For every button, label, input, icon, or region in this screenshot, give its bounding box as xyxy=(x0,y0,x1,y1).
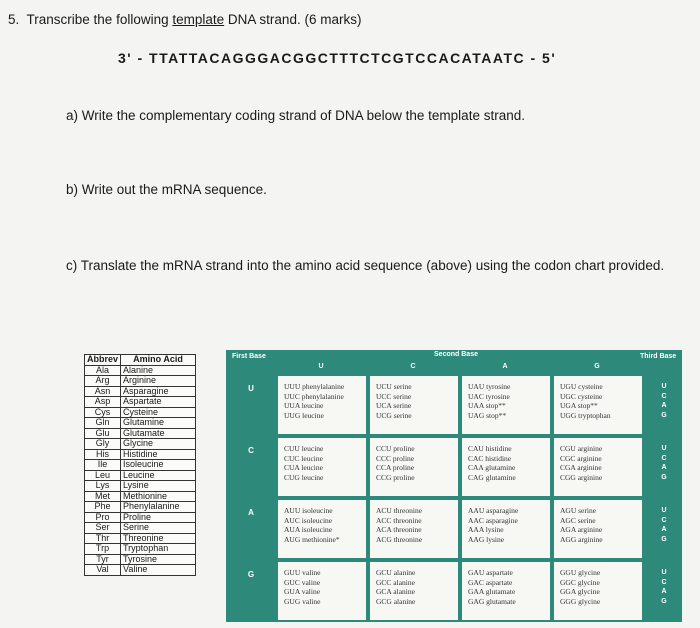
codon-entry: AGU serine xyxy=(560,506,597,515)
abbrev-row xyxy=(85,523,196,534)
codon-entry: CGU arginine xyxy=(560,444,603,453)
abbrev-row xyxy=(85,365,196,376)
codon-cell xyxy=(278,438,366,496)
third-base-letter: G xyxy=(661,535,667,543)
codon-entry: GCU alanine xyxy=(376,568,416,577)
question-text-before: Transcribe the following xyxy=(26,12,169,27)
codon-entry: CCA proline xyxy=(376,463,415,472)
part-c: c) Translate the mRNA strand into the amino acid sequence (above) using the codon chart provided. xyxy=(66,258,665,273)
codon-entry: AGC serine xyxy=(560,515,596,525)
abbrev-row xyxy=(85,439,196,450)
codon-entry: UCU serine xyxy=(376,382,412,391)
amino-acid-cell: Tryptophan xyxy=(121,544,196,555)
codon-cell xyxy=(370,500,458,558)
amino-acid-cell: Arginine xyxy=(121,376,196,387)
third-base-letter: A xyxy=(661,464,667,471)
abbrev-cell: Ala xyxy=(85,365,121,376)
second-base-letter: U xyxy=(318,363,324,370)
amino-acid-cell: Valine xyxy=(121,565,196,576)
codon-entry: CAG glutamine xyxy=(468,472,516,482)
abbrev-row xyxy=(85,481,196,492)
codon-entry: GAG glutamate xyxy=(468,596,516,606)
abbrev-table-header xyxy=(85,355,196,366)
abbrev-cell: Glu xyxy=(85,428,121,439)
first-base-letter: U xyxy=(248,384,254,393)
third-base-label: Third Base xyxy=(640,353,677,360)
third-base-letters xyxy=(646,568,682,606)
abbrev-cell: Gly xyxy=(85,439,121,450)
codon-entry: UGC cysteine xyxy=(560,391,603,401)
question-text-underlined: template xyxy=(172,12,225,27)
codon-cell xyxy=(462,500,550,558)
abbrev-cell: Tyr xyxy=(85,554,121,565)
codon-cell xyxy=(554,562,642,620)
amino-acid-abbreviation-table xyxy=(84,354,196,576)
third-base-letter: A xyxy=(661,402,667,409)
third-base-letter: U xyxy=(661,445,667,452)
codon-entry: ACC threonine xyxy=(376,515,422,525)
amino-acid-cell: Isoleucine xyxy=(121,460,196,471)
codon-entry: UAA stop** xyxy=(468,401,506,410)
codon-cell xyxy=(278,376,366,434)
abbrev-row xyxy=(85,386,196,397)
amino-acid-cell: Serine xyxy=(121,523,196,534)
codon-entry: UCC serine xyxy=(376,391,412,401)
third-base-letter: C xyxy=(661,454,667,462)
first-base-letter: C xyxy=(248,446,254,455)
codon-entry: UUU phenylalanine xyxy=(284,382,345,391)
codon-cell xyxy=(462,562,550,620)
abbrev-cell: Asp xyxy=(85,397,121,408)
codon-entry: CCG proline xyxy=(376,472,415,482)
codon-entry: CUG leucine xyxy=(284,472,324,482)
codon-entry: CAC histidine xyxy=(468,453,512,463)
abbrev-row xyxy=(85,502,196,513)
codon-entry: AAA lysine xyxy=(468,525,504,534)
codon-entry: GGU glycine xyxy=(560,568,601,577)
part-b: b) Write out the mRNA sequence. xyxy=(66,182,267,197)
amino-acid-header: Amino Acid xyxy=(121,355,196,366)
codon-cell xyxy=(278,500,366,558)
abbrev-row xyxy=(85,460,196,471)
third-base-letter: C xyxy=(661,578,667,586)
abbrev-row xyxy=(85,533,196,544)
codon-cell xyxy=(554,438,642,496)
codon-entry: CUA leucine xyxy=(284,463,323,472)
codon-entry: GUU valine xyxy=(284,568,321,577)
codon-entry: AAC asparagine xyxy=(468,515,518,525)
codon-entry: AUG methionine* xyxy=(284,534,340,544)
third-base-letters xyxy=(646,382,682,420)
amino-acid-cell: Aspartate xyxy=(121,397,196,408)
codon-entry: CAU histidine xyxy=(468,444,512,453)
codon-entry: UCG serine xyxy=(376,410,412,420)
abbrev-row xyxy=(85,470,196,481)
codon-entry: UAC tyrosine xyxy=(468,391,510,401)
abbrev-row xyxy=(85,376,196,387)
codon-entry: UAG stop** xyxy=(468,410,507,420)
abbrev-row xyxy=(85,407,196,418)
codon-entry: UCA serine xyxy=(376,401,412,410)
codon-entry: GCC alanine xyxy=(376,577,415,587)
codon-entry: UAU tyrosine xyxy=(468,382,511,391)
first-base-letter: A xyxy=(248,508,254,517)
codon-entry: UUG leucine xyxy=(284,410,324,420)
codon-entry: CUU leucine xyxy=(284,444,324,453)
codon-entry: UGA stop** xyxy=(560,401,598,410)
codon-cell xyxy=(370,376,458,434)
abbrev-cell: Cys xyxy=(85,407,121,418)
codon-cell xyxy=(370,438,458,496)
second-base-label: Second Base xyxy=(434,351,478,358)
second-base-letter: G xyxy=(594,363,600,370)
codon-chart xyxy=(226,350,682,622)
codon-entry: AGG arginine xyxy=(560,534,603,544)
codon-entry: AUC isoleucine xyxy=(284,515,333,525)
codon-cell xyxy=(462,438,550,496)
codon-entry: UUC phenylalanine xyxy=(284,391,344,401)
abbrev-row xyxy=(85,565,196,576)
codon-entry: ACA threonine xyxy=(376,525,422,534)
codon-cell xyxy=(554,376,642,434)
codon-entry: AUU isoleucine xyxy=(284,506,333,515)
codon-entry: GGC glycine xyxy=(560,577,600,587)
codon-cell xyxy=(462,376,550,434)
amino-acid-cell: Histidine xyxy=(121,449,196,460)
codon-entry: AUA isoleucine xyxy=(284,525,333,534)
third-base-letter: A xyxy=(661,588,667,595)
amino-acid-cell: Methionine xyxy=(121,491,196,502)
abbrev-header: Abbrev xyxy=(85,355,121,366)
abbrev-cell: Ser xyxy=(85,523,121,534)
abbrev-cell: Gln xyxy=(85,418,121,429)
abbrev-row xyxy=(85,449,196,460)
abbrev-cell: Pro xyxy=(85,512,121,523)
amino-acid-cell: Glutamine xyxy=(121,418,196,429)
abbrev-cell: Trp xyxy=(85,544,121,555)
third-base-letter: G xyxy=(661,411,667,419)
third-base-letter: U xyxy=(661,383,667,390)
codon-entry: AGA arginine xyxy=(560,525,603,534)
amino-acid-cell: Phenylalanine xyxy=(121,502,196,513)
abbrev-cell: Met xyxy=(85,491,121,502)
third-base-letter: G xyxy=(661,597,667,605)
codon-cell xyxy=(278,562,366,620)
amino-acid-cell: Alanine xyxy=(121,365,196,376)
template-dna-strand: 3' - TTATTACAGGGACGGCTTTCTCGTCCACATAATC - 5' xyxy=(118,50,557,66)
abbrev-cell: Lys xyxy=(85,481,121,492)
second-base-letter: A xyxy=(502,363,508,370)
second-base-letter: C xyxy=(410,363,416,370)
codon-entry: CCC proline xyxy=(376,453,415,463)
abbrev-row xyxy=(85,491,196,502)
amino-acid-cell: Glycine xyxy=(121,439,196,450)
amino-acid-cell: Lysine xyxy=(121,481,196,492)
codon-entry: GGG glycine xyxy=(560,596,601,606)
third-base-letter: C xyxy=(661,392,667,400)
codon-entry: CUC leucine xyxy=(284,453,323,463)
abbrev-cell: His xyxy=(85,449,121,460)
question-number: 5. xyxy=(8,12,20,27)
abbrev-row xyxy=(85,512,196,523)
abbrev-cell: Val xyxy=(85,565,121,576)
codon-entry: GAC aspartate xyxy=(468,577,513,587)
third-base-letters xyxy=(646,444,682,482)
third-base-letter: U xyxy=(661,569,667,576)
abbrev-cell: Arg xyxy=(85,376,121,387)
codon-entry: GCG alanine xyxy=(376,596,416,606)
codon-entry: AAU asparagine xyxy=(468,506,519,515)
abbrev-row xyxy=(85,428,196,439)
amino-acid-cell: Proline xyxy=(121,512,196,523)
codon-entry: AAG lysine xyxy=(468,534,505,544)
codon-entry: UUA leucine xyxy=(284,401,324,410)
codon-entry: ACG threonine xyxy=(376,534,423,544)
codon-entry: CGA arginine xyxy=(560,463,602,472)
codon-entry: UGG tryptophan xyxy=(560,410,611,420)
codon-entry: GUG valine xyxy=(284,596,321,606)
amino-acid-cell: Threonine xyxy=(121,533,196,544)
question-text-after: DNA strand. (6 marks) xyxy=(227,12,362,27)
abbrev-cell: Asn xyxy=(85,386,121,397)
first-base-label: First Base xyxy=(232,353,266,360)
codon-entry: GUA valine xyxy=(284,587,321,596)
codon-entry: CAA glutamine xyxy=(468,463,516,472)
amino-acid-cell: Tyrosine xyxy=(121,554,196,565)
codon-cell xyxy=(370,562,458,620)
question-title xyxy=(8,12,361,27)
abbrev-row xyxy=(85,418,196,429)
codon-entry: UGU cysteine xyxy=(560,382,603,391)
abbrev-cell: Leu xyxy=(85,470,121,481)
abbrev-row xyxy=(85,544,196,555)
amino-acid-cell: Leucine xyxy=(121,470,196,481)
codon-entry: GCA alanine xyxy=(376,587,415,596)
third-base-letter: G xyxy=(661,473,667,481)
amino-acid-cell: Asparagine xyxy=(121,386,196,397)
amino-acid-cell: Cysteine xyxy=(121,407,196,418)
abbrev-cell: Ile xyxy=(85,460,121,471)
codon-entry: GAA glutamate xyxy=(468,587,516,596)
codon-entry: GUC valine xyxy=(284,577,321,587)
codon-entry: CCU proline xyxy=(376,444,415,453)
third-base-letter: U xyxy=(661,507,667,514)
codon-entry: CGC arginine xyxy=(560,453,602,463)
part-a: a) Write the complementary coding strand of DNA below the template strand. xyxy=(66,108,525,123)
abbrev-cell: Phe xyxy=(85,502,121,513)
codon-entry: CGG arginine xyxy=(560,472,603,482)
abbrev-row xyxy=(85,397,196,408)
codon-entry: GAU aspartate xyxy=(468,568,513,577)
first-base-letter: G xyxy=(247,570,255,579)
abbrev-row xyxy=(85,554,196,565)
amino-acid-cell: Glutamate xyxy=(121,428,196,439)
third-base-letter: A xyxy=(661,526,667,533)
third-base-letter: C xyxy=(661,516,667,524)
abbrev-cell: Thr xyxy=(85,533,121,544)
codon-cell xyxy=(554,500,642,558)
codon-entry: ACU threonine xyxy=(376,506,423,515)
codon-entry: GGA glycine xyxy=(560,587,600,596)
third-base-letters xyxy=(646,506,682,544)
